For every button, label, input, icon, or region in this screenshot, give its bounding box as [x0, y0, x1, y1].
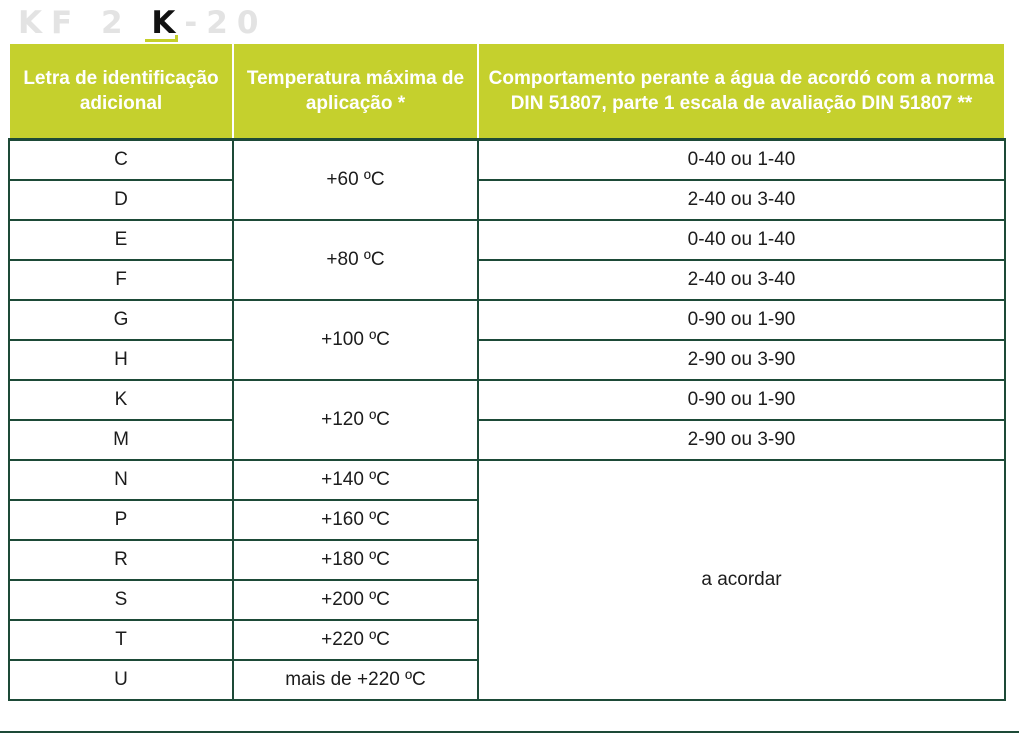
temperature-cell: +160 ºC	[233, 500, 478, 540]
highlight-bracket-mark	[145, 35, 178, 42]
temperature-cell: +140 ºC	[233, 460, 478, 500]
code-part-2: 2	[101, 5, 132, 41]
temperature-cell: +120 ºC	[233, 380, 478, 460]
bottom-divider	[0, 731, 1019, 733]
water-cell-merged: a acordar	[478, 460, 1005, 700]
letter-cell: U	[9, 660, 233, 700]
letter-cell: S	[9, 580, 233, 620]
code-highlight-text: K	[151, 5, 185, 41]
code-part-20: -20	[184, 5, 268, 41]
water-cell: 0-40 ou 1-40	[478, 140, 1005, 181]
product-code-title	[18, 6, 267, 40]
header-letter: Letra de identificação adicional	[9, 44, 233, 140]
table-row	[9, 140, 1005, 181]
letter-cell: G	[9, 300, 233, 340]
letter-cell: K	[9, 380, 233, 420]
letter-cell: P	[9, 500, 233, 540]
table-row	[9, 460, 1005, 500]
water-cell: 0-90 ou 1-90	[478, 380, 1005, 420]
letter-cell: T	[9, 620, 233, 660]
letter-cell: N	[9, 460, 233, 500]
code-part-kf: KF	[18, 5, 82, 41]
temperature-cell: mais de +220 ºC	[233, 660, 478, 700]
table-row	[9, 420, 1005, 460]
letter-cell: H	[9, 340, 233, 380]
table-row	[9, 180, 1005, 220]
table-row	[9, 380, 1005, 420]
water-cell: 0-90 ou 1-90	[478, 300, 1005, 340]
specification-table	[8, 44, 1006, 701]
letter-cell: E	[9, 220, 233, 260]
temperature-cell: +200 ºC	[233, 580, 478, 620]
temperature-cell: +60 ºC	[233, 140, 478, 221]
water-cell: 2-40 ou 3-40	[478, 260, 1005, 300]
water-cell: 2-90 ou 3-90	[478, 420, 1005, 460]
temperature-cell: +220 ºC	[233, 620, 478, 660]
table-header-row	[9, 44, 1005, 140]
water-cell: 2-40 ou 3-40	[478, 180, 1005, 220]
water-cell: 2-90 ou 3-90	[478, 340, 1005, 380]
letter-cell: F	[9, 260, 233, 300]
header-water-behaviour: Comportamento perante a água de acordó com a norma DIN 51807, parte 1 escala de avaliação DIN 51807 **	[478, 44, 1005, 140]
table-row	[9, 340, 1005, 380]
table-row	[9, 300, 1005, 340]
table-row	[9, 260, 1005, 300]
header-temperature: Temperatura máxima de aplicação *	[233, 44, 478, 140]
letter-cell: D	[9, 180, 233, 220]
temperature-cell: +80 ºC	[233, 220, 478, 300]
letter-cell: C	[9, 140, 233, 181]
temperature-cell: +180 ºC	[233, 540, 478, 580]
water-cell: 0-40 ou 1-40	[478, 220, 1005, 260]
letter-cell: R	[9, 540, 233, 580]
letter-cell: M	[9, 420, 233, 460]
table-row	[9, 220, 1005, 260]
temperature-cell: +100 ºC	[233, 300, 478, 380]
code-highlight-letter	[151, 6, 184, 40]
